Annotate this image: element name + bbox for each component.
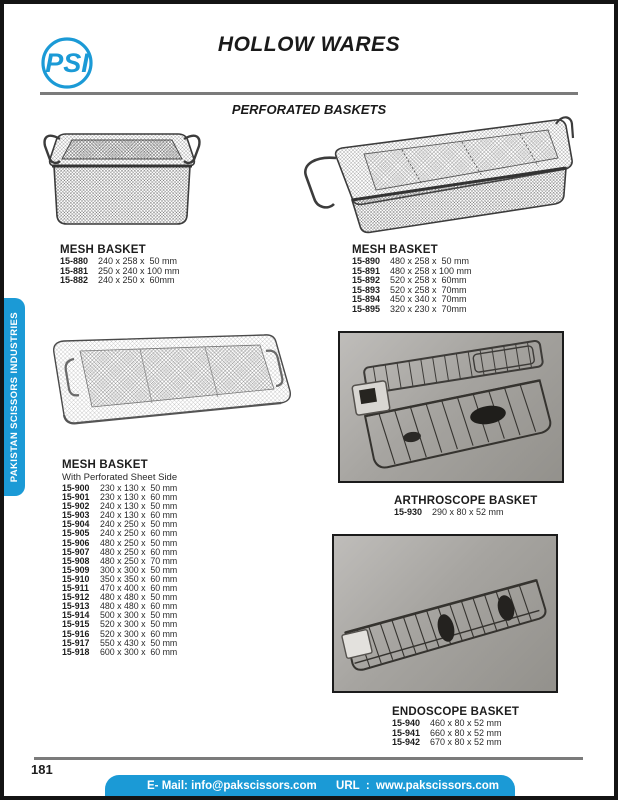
product-size: 470 x 400 x 60 mm <box>100 583 178 594</box>
product-size: 480 x 250 x 70 mm <box>100 555 178 566</box>
product-size: 240 x 258 x 50 mm <box>98 256 178 266</box>
product-size: 240 x 250 x 60 mm <box>100 528 178 539</box>
product-code: 15-882 <box>60 275 89 286</box>
endoscope-basket-photo <box>332 534 558 693</box>
product-section-endoscope <box>392 706 519 748</box>
product-code: 15-904 <box>62 519 90 530</box>
product-size: 480 x 258 x 50 mm <box>390 256 470 266</box>
product-size: 230 x 130 x 50 mm <box>100 483 178 493</box>
page-subtitle: PERFORATED BASKETS <box>231 102 387 117</box>
product-code: 15-905 <box>62 528 90 539</box>
product-code: 15-901 <box>62 492 90 503</box>
page-number: 181 <box>31 762 53 777</box>
product-section-arthroscope <box>394 495 538 518</box>
product-code: 15-916 <box>62 628 90 639</box>
mesh-basket-3-image <box>40 333 294 446</box>
product-code: 15-917 <box>62 637 90 648</box>
sidebar-brand-tab <box>4 298 25 496</box>
product-code: 15-903 <box>62 510 90 521</box>
product-section-mesh-basket-2 <box>352 244 472 315</box>
product-code: 15-941 <box>392 727 421 738</box>
product-code: 15-902 <box>62 501 90 512</box>
product-code: 15-895 <box>352 303 381 314</box>
footer-url-link[interactable]: URL : www.pakscissors.com <box>336 779 499 792</box>
product-code: 15-913 <box>62 601 90 612</box>
product-code: 15-906 <box>62 537 90 548</box>
product-size: 460 x 80 x 52 mm <box>430 718 502 728</box>
product-size: 660 x 80 x 52 mm <box>430 727 502 738</box>
product-size: 240 x 250 x 60mm <box>98 275 175 286</box>
product-size: 480 x 258 x 100 mm <box>390 265 472 276</box>
product-code: 15-942 <box>392 737 421 748</box>
product-size: 290 x 80 x 52 mm <box>432 507 504 517</box>
product-size: 550 x 430 x 50 mm <box>100 637 178 648</box>
product-size: 480 x 480 x 50 mm <box>100 592 178 603</box>
arthroscope-basket-photo <box>338 331 564 483</box>
product-code: 15-908 <box>62 555 90 566</box>
product-code: 15-907 <box>62 546 90 557</box>
product-code: 15-911 <box>62 583 89 594</box>
product-row <box>352 305 472 315</box>
product-size: 480 x 250 x 50 mm <box>100 537 178 548</box>
header-divider <box>40 92 578 95</box>
section-title: MESH BASKET <box>60 244 146 256</box>
product-size: 240 x 250 x 50 mm <box>100 519 178 530</box>
product-code: 15-930 <box>394 507 423 517</box>
product-size: 520 x 300 x 50 mm <box>100 619 178 630</box>
product-row <box>62 648 177 657</box>
product-row <box>394 508 538 518</box>
footer-divider <box>34 757 583 760</box>
product-size: 480 x 250 x 60 mm <box>100 546 178 557</box>
section-title: MESH BASKET <box>62 459 148 471</box>
section-title: ENDOSCOPE BASKET <box>392 706 520 718</box>
product-code: 15-893 <box>352 284 381 295</box>
product-code: 15-940 <box>392 718 421 728</box>
product-size: 230 x 130 x 60 mm <box>100 492 178 503</box>
product-size: 250 x 240 x 100 mm <box>98 265 180 276</box>
product-size: 320 x 230 x 70mm <box>390 303 467 314</box>
product-code: 15-900 <box>62 483 90 493</box>
product-code: 15-880 <box>60 256 89 266</box>
section-title: MESH BASKET <box>352 244 438 256</box>
product-code: 15-909 <box>62 564 90 575</box>
product-code: 15-891 <box>352 265 381 276</box>
product-code: 15-894 <box>352 294 381 305</box>
product-size: 240 x 130 x 60 mm <box>100 510 178 521</box>
product-size: 520 x 258 x 60mm <box>390 275 467 286</box>
product-section-mesh-basket-3 <box>62 459 177 657</box>
sidebar-brand-label: PAKISTAN SCISSORS INDUSTRIES <box>9 311 20 483</box>
product-code: 15-915 <box>62 619 90 630</box>
product-section-mesh-basket-1 <box>60 244 180 286</box>
product-row <box>392 738 519 748</box>
product-code: 15-890 <box>352 256 381 266</box>
psi-logo-text: PSI <box>45 48 89 78</box>
product-size: 450 x 340 x 70mm <box>390 294 467 305</box>
product-code: 15-892 <box>352 275 381 286</box>
product-size: 600 x 300 x 60 mm <box>100 646 178 657</box>
product-row <box>60 276 180 286</box>
mesh-basket-1-image <box>42 126 202 237</box>
product-size: 520 x 258 x 70mm <box>390 284 467 295</box>
product-size: 480 x 480 x 60 mm <box>100 601 178 612</box>
product-code: 15-918 <box>62 646 90 657</box>
section-note: With Perforated Sheet Side <box>62 472 178 483</box>
product-code: 15-912 <box>62 592 90 603</box>
section-title: ARTHROSCOPE BASKET <box>394 495 538 507</box>
product-code: 15-881 <box>60 265 89 276</box>
product-code: 15-910 <box>62 573 90 584</box>
product-size: 300 x 300 x 50 mm <box>100 564 178 575</box>
footer-contact-bar <box>105 775 515 796</box>
product-size: 350 x 350 x 60 mm <box>100 573 178 584</box>
mesh-basket-2-image <box>272 116 576 241</box>
product-size: 670 x 80 x 52 mm <box>430 737 502 748</box>
footer-email-link[interactable]: E- Mail: info@pakscissors.com <box>147 779 317 792</box>
product-size: 240 x 130 x 50 mm <box>100 501 178 512</box>
page-title: HOLLOW WARES <box>217 33 401 56</box>
product-size: 520 x 300 x 60 mm <box>100 628 178 639</box>
product-code: 15-914 <box>62 610 90 621</box>
product-size: 500 x 300 x 50 mm <box>100 610 178 621</box>
